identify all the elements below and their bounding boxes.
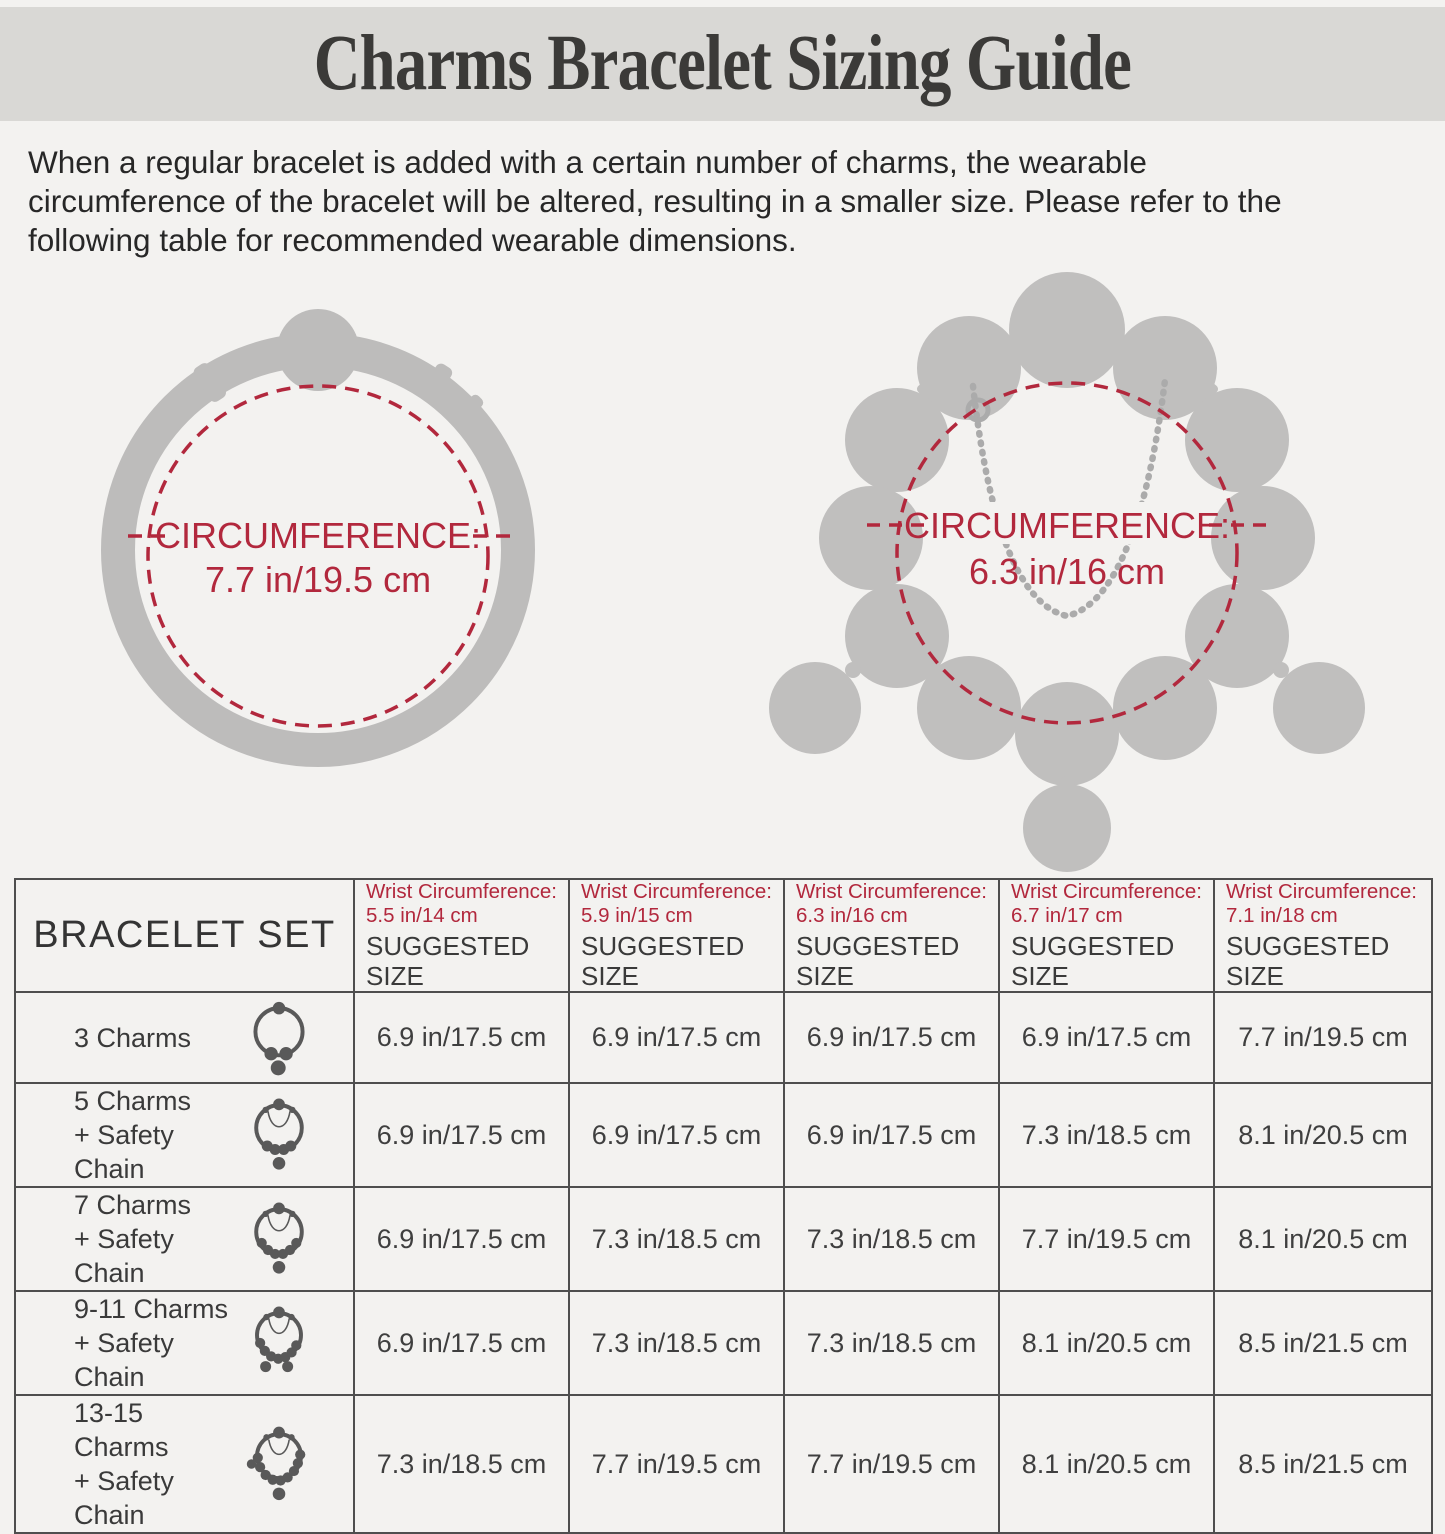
bracelet-13-15-charms-safety-chain-icon bbox=[233, 1420, 325, 1508]
page-header bbox=[0, 7, 1445, 121]
size-cell: 6.9 in/17.5 cm bbox=[354, 1187, 569, 1291]
table-row bbox=[15, 1291, 1432, 1395]
table-row bbox=[15, 1187, 1432, 1291]
wrist-circumference-value: 5.9 in/15 cm bbox=[581, 904, 693, 927]
bracelet-set-label: 3 Charms bbox=[74, 1022, 192, 1053]
bracelet-set-label: 9-11 Charms + Safety Chain bbox=[74, 1294, 229, 1392]
circumference-label: CIRCUMFERENCE: bbox=[154, 515, 482, 556]
wrist-circumference-label: Wrist Circumference: bbox=[796, 880, 987, 903]
size-cell: 6.9 in/17.5 cm bbox=[784, 1083, 999, 1187]
bracelet-set-label: 13-15 Charms + Safety Chain bbox=[74, 1398, 174, 1530]
circumference-value: 7.7 in/19.5 cm bbox=[204, 559, 432, 600]
size-cell: 8.1 in/20.5 cm bbox=[999, 1291, 1214, 1395]
intro-line: circumference of the bracelet will be altered, resulting in a smaller size. Please refer to the bbox=[28, 183, 1282, 219]
column-header bbox=[999, 879, 1214, 992]
column-header bbox=[1214, 879, 1432, 992]
wrist-circumference-value: 7.1 in/18 cm bbox=[1226, 904, 1338, 927]
size-cell: 8.1 in/20.5 cm bbox=[1214, 1083, 1432, 1187]
table-row bbox=[15, 1083, 1432, 1187]
circumference-value: 6.3 in/16 cm bbox=[968, 551, 1166, 592]
column-header bbox=[784, 879, 999, 992]
suggested-size-label: SUGGESTED SIZE bbox=[796, 931, 960, 991]
size-cell: 7.3 in/18.5 cm bbox=[784, 1187, 999, 1291]
size-cell: 7.7 in/19.5 cm bbox=[1214, 992, 1432, 1083]
suggested-size-label: SUGGESTED SIZE bbox=[1226, 931, 1390, 991]
wrist-circumference-value: 5.5 in/14 cm bbox=[366, 904, 478, 927]
size-cell: 8.5 in/21.5 cm bbox=[1214, 1291, 1432, 1395]
size-cell: 6.9 in/17.5 cm bbox=[354, 1291, 569, 1395]
bracelet-3-charms-icon bbox=[233, 994, 325, 1082]
size-cell: 7.3 in/18.5 cm bbox=[569, 1291, 784, 1395]
column-header bbox=[354, 879, 569, 992]
table-row bbox=[15, 992, 1432, 1083]
size-cell: 7.3 in/18.5 cm bbox=[569, 1187, 784, 1291]
size-cell: 8.1 in/20.5 cm bbox=[1214, 1187, 1432, 1291]
charm-bracelet-diagram bbox=[735, 268, 1400, 878]
bracelet-set-label: 7 Charms + Safety Chain bbox=[74, 1190, 192, 1288]
size-cell: 8.5 in/21.5 cm bbox=[1214, 1395, 1432, 1533]
size-cell: 8.1 in/20.5 cm bbox=[999, 1395, 1214, 1533]
size-cell: 6.9 in/17.5 cm bbox=[569, 1083, 784, 1187]
bracelet-9-11-charms-safety-chain-icon bbox=[233, 1299, 325, 1387]
clasp-icon bbox=[1009, 272, 1125, 388]
size-cell: 7.7 in/19.5 cm bbox=[999, 1187, 1214, 1291]
size-cell: 7.7 in/19.5 cm bbox=[784, 1395, 999, 1533]
clasp-icon bbox=[277, 309, 359, 391]
size-cell: 7.3 in/18.5 cm bbox=[354, 1395, 569, 1533]
wrist-circumference-label: Wrist Circumference: bbox=[1226, 880, 1417, 903]
intro-paragraph bbox=[28, 143, 1428, 260]
wrist-circumference-label: Wrist Circumference: bbox=[581, 880, 772, 903]
wrist-circumference-label: Wrist Circumference: bbox=[1011, 880, 1202, 903]
table-row bbox=[15, 1395, 1432, 1533]
bracelet-set-label: 5 Charms + Safety Chain bbox=[74, 1086, 192, 1184]
size-cell: 6.9 in/17.5 cm bbox=[354, 1083, 569, 1187]
plain-bracelet-diagram bbox=[78, 288, 568, 768]
size-cell: 6.9 in/17.5 cm bbox=[354, 992, 569, 1083]
wrist-circumference-value: 6.3 in/16 cm bbox=[796, 904, 908, 927]
bracelet-7-charms-safety-chain-icon bbox=[233, 1195, 325, 1283]
wrist-circumference-label: Wrist Circumference: bbox=[366, 880, 557, 903]
bracelet-set-header: BRACELET SET bbox=[15, 879, 354, 992]
wrist-circumference-value: 6.7 in/17 cm bbox=[1011, 904, 1123, 927]
sizing-table bbox=[14, 878, 1433, 1534]
suggested-size-label: SUGGESTED SIZE bbox=[366, 931, 530, 991]
suggested-size-label: SUGGESTED SIZE bbox=[581, 931, 745, 991]
column-header bbox=[569, 879, 784, 992]
intro-line: When a regular bracelet is added with a certain number of charms, the wearable bbox=[28, 144, 1147, 180]
table-header-row bbox=[15, 879, 1432, 992]
size-cell: 6.9 in/17.5 cm bbox=[999, 992, 1214, 1083]
page-title: Charms Bracelet Sizing Guide bbox=[313, 20, 1132, 107]
circumference-label: CIRCUMFERENCE: bbox=[903, 505, 1231, 546]
bracelet-5-charms-safety-chain-icon bbox=[233, 1091, 325, 1179]
size-cell: 6.9 in/17.5 cm bbox=[569, 992, 784, 1083]
size-cell: 7.3 in/18.5 cm bbox=[784, 1291, 999, 1395]
suggested-size-label: SUGGESTED SIZE bbox=[1011, 931, 1175, 991]
size-cell: 7.7 in/19.5 cm bbox=[569, 1395, 784, 1533]
size-cell: 7.3 in/18.5 cm bbox=[999, 1083, 1214, 1187]
size-cell: 6.9 in/17.5 cm bbox=[784, 992, 999, 1083]
intro-line: following table for recommended wearable dimensions. bbox=[28, 222, 797, 258]
